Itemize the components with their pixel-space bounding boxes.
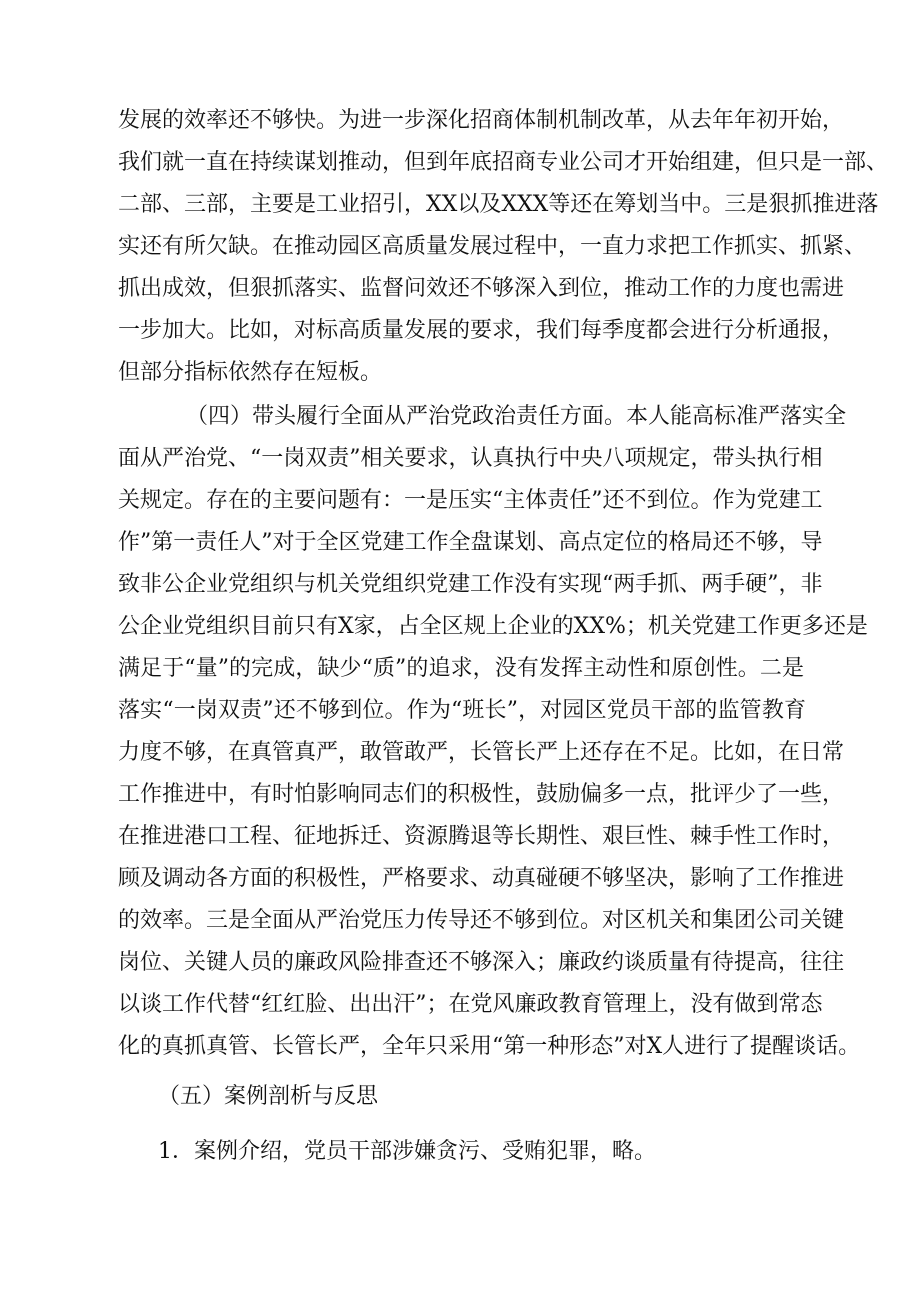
paragraph-line: 我们就一直在持续谋划推动，但到年底招商专业公司才开始组建，但只是一部、	[118, 150, 889, 175]
paragraph-line: 力度不够，在真管真严，敢管敢严，长管长严上还存在不足。比如，在日常	[118, 740, 845, 765]
paragraph-line: 发展的效率还不够快。为进一步深化招商体制机制改革，从去年年初开始，	[118, 108, 845, 133]
section-heading: （五）案例剖析与反思	[158, 1084, 379, 1109]
paragraph-line: 工作推进中，有时怕影响同志们的积极性，鼓励偏多一点，批评少了一些，	[118, 782, 845, 807]
section-heading: （四）带头履行全面从严治党政治责任方面。本人能高标准严落实全	[186, 404, 847, 429]
paragraph-line: 关规定。存在的主要问题有：一是压实“主体责任”还不到位。作为党建工	[118, 488, 823, 513]
paragraph-line: 面从严治党、“一岗双责”相关要求，认真执行中央八项规定，带头执行相	[118, 446, 823, 471]
paragraph-line: 公企业党组织目前只有X家，占全区规上企业的XX%；机关党建工作更多还是	[118, 614, 868, 639]
paragraph-line: 落实“一岗双责”还不够到位。作为“班长”，对园区党员干部的监管教育	[118, 698, 806, 723]
paragraph-line: 实还有所欠缺。在推动园区高质量发展过程中，一直力求把工作抓实、抓紧、	[118, 234, 867, 259]
paragraph-line: 作”第一责任人”对于全区党建工作全盘谋划、高点定位的格局还不够，导	[118, 530, 823, 555]
paragraph-line: 满足于“量”的完成，缺少“质”的追求，没有发挥主动性和原创性。二是	[118, 656, 804, 681]
paragraph-line: 二部、三部，主要是工业招引，XX以及XXX等还在筹划当中。三是狠抓推进落	[118, 192, 879, 217]
paragraph-line: 以谈工作代替“红红脸、出出汗”；在党风廉政教育管理上，没有做到常态	[118, 992, 823, 1017]
paragraph-line: 岗位、关键人员的廉政风险排查还不够深入；廉政约谈质量有待提高，往往	[118, 950, 845, 975]
paragraph-line: 致非公企业党组织与机关党组织党建工作没有实现“两手抓、两手硬”，非	[118, 572, 823, 597]
paragraph-line: 抓出成效，但狠抓落实、监督问效还不够深入到位，推动工作的力度也需进	[118, 276, 845, 301]
paragraph-line: 的效率。三是全面从严治党压力传导还不够到位。对区机关和集团公司关键	[118, 908, 845, 933]
paragraph-line: 一步加大。比如，对标高质量发展的要求，我们每季度都会进行分析通报，	[118, 318, 845, 343]
paragraph-line: 化的真抓真管、长管长严，全年只采用“第一种形态”对X人进行了提醒谈话。	[118, 1034, 861, 1059]
paragraph-line: 在推进港口工程、征地拆迁、资源腾退等长期性、艰巨性、棘手性工作时，	[118, 824, 845, 849]
paragraph-line: 但部分指标依然存在短板。	[118, 360, 383, 385]
paragraph-line: 顾及调动各方面的积极性，严格要求、动真碰硬不够坚决，影响了工作推进	[118, 866, 845, 891]
numbered-item: 1．案例介绍，党员干部涉嫌贪污、受贿犯罪，略。	[158, 1139, 656, 1164]
